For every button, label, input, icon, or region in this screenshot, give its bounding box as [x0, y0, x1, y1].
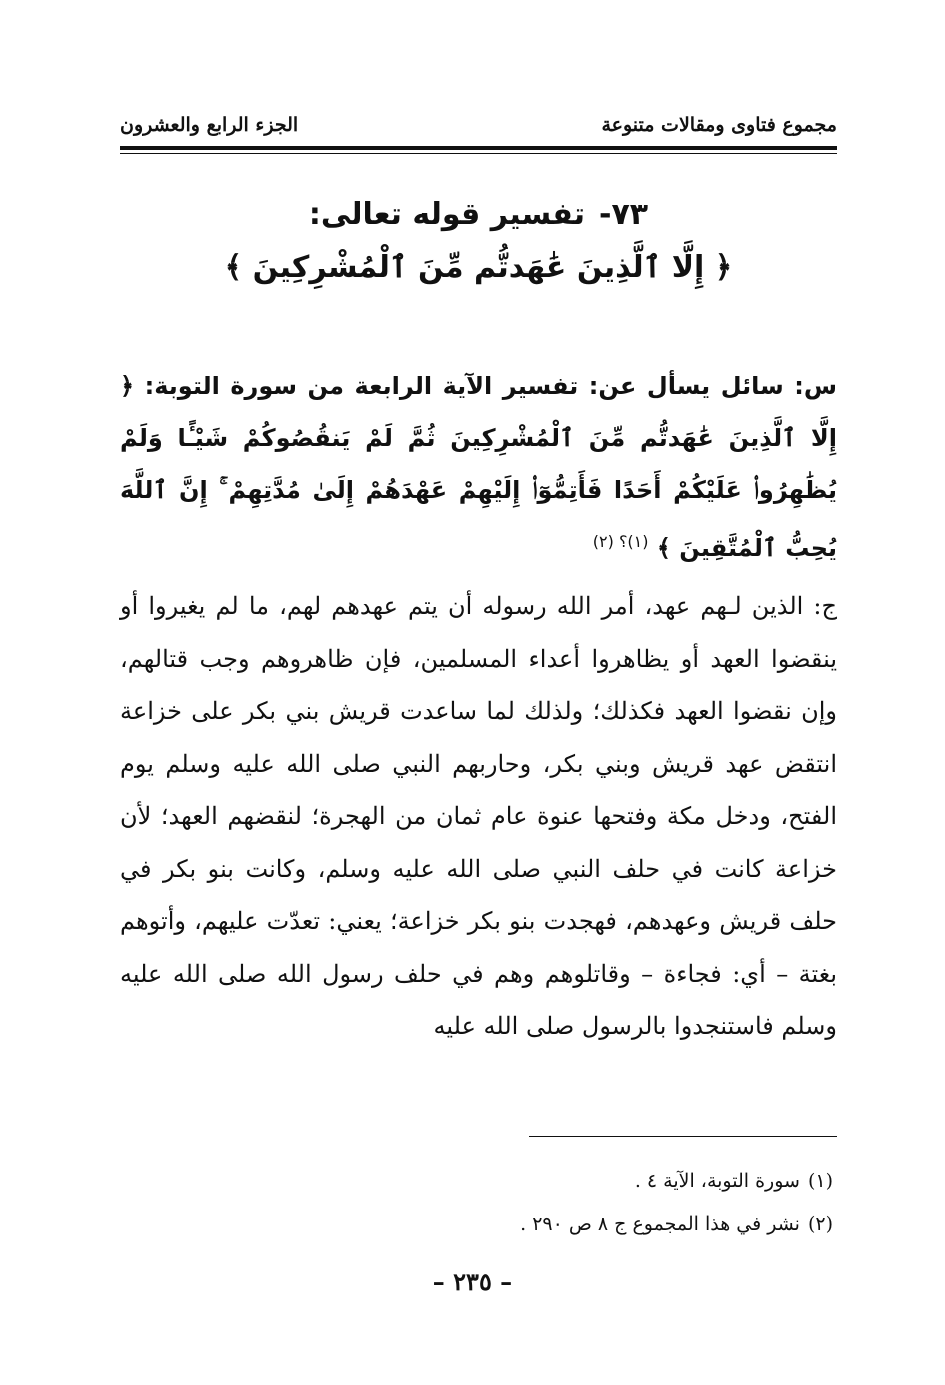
question-paragraph — [120, 360, 837, 574]
question-verse-close: ﴾ — [656, 534, 671, 562]
verse-open-bracket: ﴿ — [714, 250, 733, 285]
chapter-verse-text: إِلَّا ٱلَّذِينَ عَٰهَدتُّم مِّنَ ٱلْمُشْرِكِينَ — [252, 250, 705, 285]
footnote-references: (١)؟ (٢) — [592, 532, 649, 551]
footnote-item — [120, 1203, 833, 1246]
volume-label: الجزء الرابع والعشرون — [120, 114, 299, 136]
chapter-heading — [120, 190, 837, 296]
book-title: مجموع فتاوى ومقالات متنوعة — [601, 114, 837, 136]
footnote-text: سورة التوبة، الآية ٤ . — [634, 1170, 800, 1192]
page-number: – ٢٣٥ – — [432, 1267, 513, 1296]
answer-paragraph: ج: الذين لـهم عهد، أمر الله رسوله أن يتم عهدهم لهم، ما لم يغيروا أو ينقضوا العهد أو يظاهروا أعداء المسلمين، فإن ظاهروهم وجب قتالهم، وإن نقضوا العهد فكذلك؛ ولذلك لما ساعدت قريش بني بكر على خزاعة انتقض عهد قريش وبني بكر، وحاربهم النبي صلى الله عليه وسلم يوم الفتح، ودخل مكة وفتحها عنوة عام ثمان من الهجرة؛ لنقضهم العهد؛ لأن خزاعة كانت في حلف النبي صلى الله عليه وسلم، وكانت بنو بكر في حلف قريش وعهدهم، فهجدت بنو بكر خزاعة؛ يعني: تعدّت عليهم، وأتوهم بغتة – أي: فجاءة – وقاتلوهم وهم في حلف رسول الله صلى الله عليه وسلم فاستنجدوا بالرسول صلى الله عليه — [120, 592, 837, 1040]
footnote-text: نشر في هذا المجموع ج ٨ ص ٢٩٠ . — [520, 1213, 800, 1235]
verse-close-bracket: ﴾ — [224, 250, 243, 285]
footnote-item — [120, 1160, 833, 1203]
main-body — [120, 360, 837, 1053]
chapter-verse — [120, 240, 837, 296]
question-verse-open: ﴿ — [120, 372, 135, 400]
header-rule-thin — [120, 153, 837, 154]
footnote-number: (١) — [807, 1170, 833, 1192]
chapter-number: ٧٣- — [599, 197, 649, 232]
question-label: س: سائل يسأل عن: تفسير الآية الرابعة من سورة التوبة: — [144, 372, 838, 400]
footnote-number: (٢) — [807, 1213, 833, 1235]
chapter-title-text: تفسير قوله تعالى: — [308, 197, 586, 232]
header-rule-thick — [120, 146, 837, 150]
footnotes — [120, 1160, 833, 1246]
question-verse-text: إِلَّا ٱلَّذِينَ عَٰهَدتُّم مِّنَ ٱلْمُشْرِكِينَ ثُمَّ لَمْ يَنقُصُوكُمْ شَيْـًٔا وَلَمْ يُظَٰهِرُوا۟ عَلَيْكُمْ أَحَدًا فَأَتِمُّوٓا۟ إِلَيْهِمْ عَهْدَهُمْ إِلَىٰ مُدَّتِهِمْ ۚ إِنَّ ٱللَّهَ يُحِبُّ ٱلْمُتَّقِينَ — [120, 424, 837, 562]
footnote-rule — [529, 1136, 837, 1137]
running-header — [120, 108, 837, 142]
chapter-title — [120, 190, 837, 240]
